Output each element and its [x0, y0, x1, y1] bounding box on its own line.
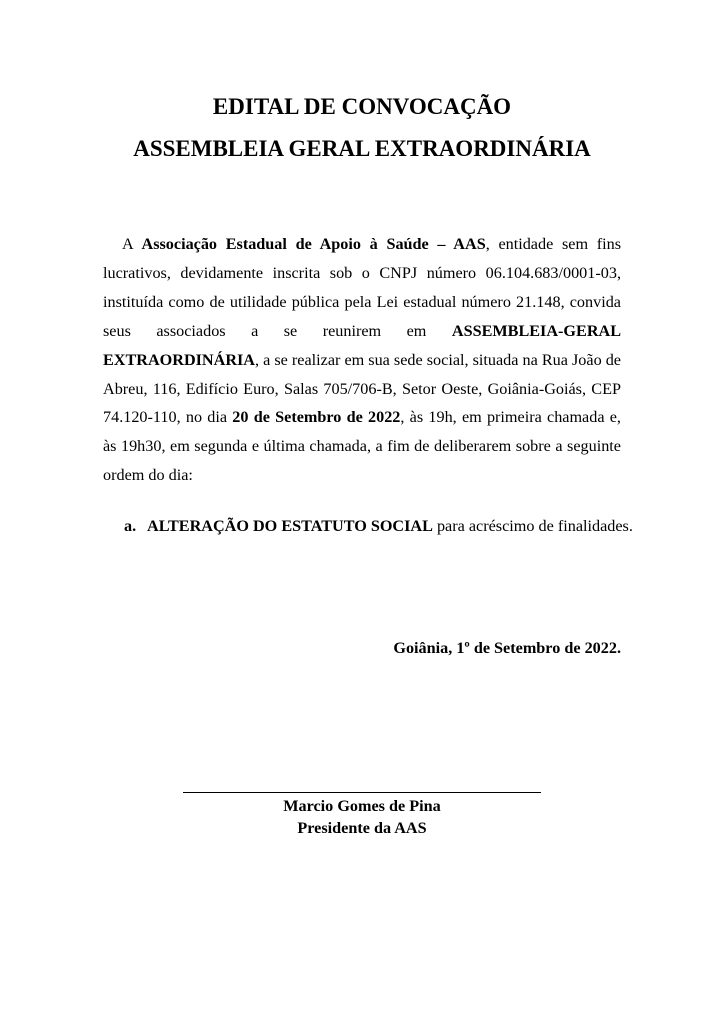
title-line-1: EDITAL DE CONVOCAÇÃO: [212, 94, 512, 119]
assembly-type: ASSEMBLEIA-GERAL EXTRAORDINÁRIA: [103, 321, 621, 369]
convocation-paragraph: [103, 230, 621, 490]
signature-block: [0, 795, 724, 839]
body-text: , entidade sem fins lucrativos, devidamente inscrita sob o CNPJ número 06.104.683/0001-03, instituída como de utilidade pública pela Lei estadual número 21.148, convida seus associados a se reunirem em: [103, 235, 622, 340]
agenda-item-marker: a.: [124, 517, 137, 535]
place-date: Goiânia, 1º de Setembro de 2022.: [393, 639, 621, 657]
signatory-role: Presidente da AAS: [297, 819, 427, 837]
title-line-2: ASSEMBLEIA GERAL EXTRAORDINÁRIA: [133, 136, 591, 161]
document-title: [0, 86, 724, 170]
body-text: A: [122, 235, 142, 253]
body-text: , a se realizar em sua sede social, situada na Rua João de Abreu, 116, Edifício Euro, Salas 705/706-B, Setor Oeste, Goiânia-Goiás, CEP 74.120-110, no dia: [103, 350, 621, 427]
signature-line: [183, 792, 541, 793]
signatory-name: Marcio Gomes de Pina: [283, 797, 441, 815]
meeting-date: 20 de Setembro de 2022: [232, 408, 401, 427]
agenda-item-text: para acréscimo de finalidades.: [432, 517, 633, 535]
agenda-item: [124, 512, 644, 541]
association-name: Associação Estadual de Apoio à Saúde – AAS: [141, 235, 486, 253]
body-text: , às 19h, em primeira chamada e, às 19h30, em segunda e última chamada, a fim de deliberarem sobre a seguinte ordem do dia:: [103, 408, 621, 485]
agenda-item-subject: ALTERAÇÃO DO ESTATUTO SOCIAL: [147, 517, 433, 535]
